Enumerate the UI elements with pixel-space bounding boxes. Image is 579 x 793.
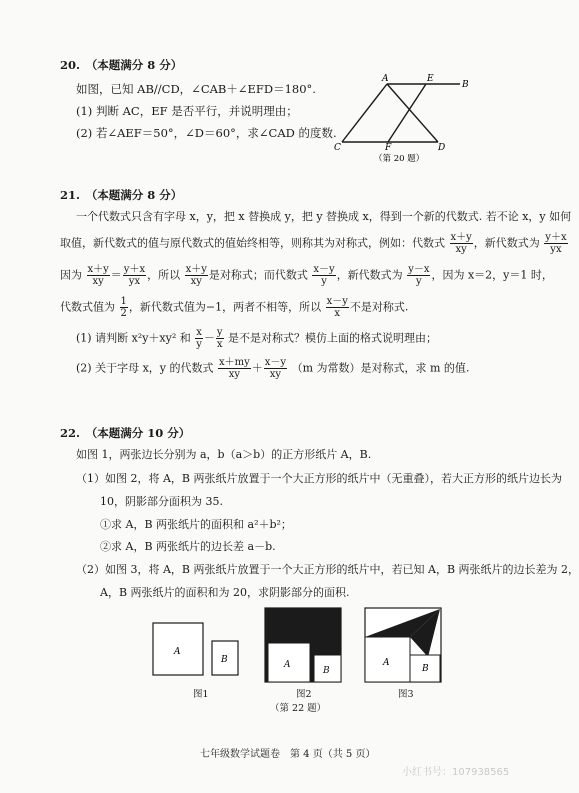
frac-xpy-over-xy bbox=[450, 232, 473, 255]
q20-part2: (2) 若∠AEF＝50°，∠D＝60°，求∠CAD 的度数. bbox=[76, 126, 337, 140]
frac-xmy-over-y bbox=[312, 264, 335, 287]
den: xy bbox=[92, 276, 104, 287]
frac-one-half bbox=[120, 296, 128, 319]
fig3-label-b: B bbox=[422, 664, 429, 674]
q21-p2a: (2) 关于字母 x，y 的代数式 bbox=[76, 361, 214, 375]
q20-part1: (1) 判断 AC，EF 是否平行，并说明理由； bbox=[76, 104, 298, 118]
q21-part2 bbox=[76, 357, 469, 380]
num: 1 bbox=[120, 296, 127, 307]
q21-line4 bbox=[60, 296, 408, 319]
q21-line3 bbox=[60, 264, 553, 287]
num: x＋y bbox=[185, 264, 207, 275]
num: y＋x bbox=[545, 232, 567, 243]
q22-part1-d: ②求 A，B 两张纸片的边长差 a－b. bbox=[100, 540, 276, 553]
q21-line1: 一个代数式只含有字母 x，y，把 x 替换成 y，把 y 替换成 x，得到一个新的代数式. 若不论 x，y 如何 bbox=[76, 210, 572, 223]
num: x＋y bbox=[87, 264, 109, 275]
fig3-caption: 图3 bbox=[398, 689, 414, 700]
den: xy bbox=[228, 369, 241, 380]
num: x－y bbox=[313, 264, 335, 275]
den: yx bbox=[550, 244, 562, 255]
q21-line2 bbox=[60, 232, 569, 255]
q20-label-c: C bbox=[334, 143, 341, 153]
q21-l4c: 不是对称式. bbox=[349, 300, 409, 314]
den: 2 bbox=[120, 308, 127, 319]
q22-part1-a: （1）如图 2，将 A，B 两张纸片放置于一个大正方形的纸片中（无重叠），若大正方形的纸片边长为 bbox=[76, 472, 563, 485]
q20-label-d: D bbox=[438, 143, 446, 153]
frac-y-over-x bbox=[216, 327, 224, 350]
frac-xplusmy-over-xy bbox=[218, 357, 251, 380]
q21-l3c: 是对称式；而代数式 bbox=[208, 268, 308, 282]
q21-l3e: ，因为 x＝2，y＝1 时， bbox=[431, 268, 553, 282]
q22-header: 22. （本题满分 10 分） bbox=[60, 426, 191, 440]
num: x－y bbox=[264, 357, 287, 368]
q22-part1-c: ①求 A，B 两张纸片的面积和 a²＋b²； bbox=[100, 518, 292, 531]
q20-label-b: B bbox=[462, 80, 469, 90]
q21-p2b: （m 为常数）是对称式，求 m 的值. bbox=[291, 361, 470, 375]
q22-figure2 bbox=[264, 607, 344, 685]
page-footer: 七年级数学试题卷 第 4 页（共 5 页） bbox=[200, 749, 376, 760]
q22-figure1 bbox=[152, 622, 247, 684]
q21-line2-text: 取值，新代数式的值与原代数式的值始终相等，则称其为对称式，例如：代数式 bbox=[60, 236, 445, 250]
frac-xpy-over-xy bbox=[87, 264, 110, 287]
q22-part2-b: A，B 两张纸片的面积和为 20，求阴影部分的面积. bbox=[100, 586, 350, 599]
q20-header: 20. （本题满分 8 分） bbox=[60, 58, 183, 72]
den: y bbox=[196, 339, 202, 350]
frac-xpy-over-xy bbox=[185, 264, 208, 287]
q22-intro: 如图 1，两张边长分别为 a，b（a＞b）的正方形纸片 A，B. bbox=[76, 448, 372, 461]
num: x－y bbox=[326, 296, 348, 307]
q21-line2-text2: ，新代数式为 bbox=[473, 236, 540, 250]
frac-xmy-over-xy bbox=[264, 357, 287, 380]
q20-caption: （第 20 题） bbox=[374, 154, 425, 164]
den: x bbox=[334, 308, 341, 319]
q21-l4b: ，新代数式值为−1，两者不相等，所以 bbox=[128, 300, 322, 314]
q22-caption: （第 22 题） bbox=[270, 703, 327, 714]
frac-ypx-over-yx bbox=[123, 264, 146, 287]
q20-figure bbox=[330, 72, 480, 167]
minus: － bbox=[203, 331, 215, 345]
frac-x-over-y bbox=[195, 327, 203, 350]
frac-ypx-over-yx bbox=[544, 232, 567, 255]
den: y bbox=[416, 276, 422, 287]
q22-part1-b: 10，阴影部分面积为 35. bbox=[100, 495, 223, 508]
q21-p1b: 是不是对称式？模仿上面的格式说明理由； bbox=[228, 331, 438, 345]
q22-part2-a: （2）如图 3，将 A，B 两张纸片放置于一个大正方形的纸片中，若已知 A，B 两张纸片的边长差为 2， bbox=[76, 563, 579, 576]
num: x bbox=[196, 327, 202, 338]
q20-intro: 如图，已知 AB∕∕CD，∠CAB＋∠EFD＝180°. bbox=[76, 82, 316, 96]
fig2-caption: 图2 bbox=[296, 689, 312, 700]
fig1-label-b: B bbox=[221, 655, 228, 665]
q20-label-e: E bbox=[427, 74, 434, 84]
num: y－x bbox=[408, 264, 430, 275]
q21-p1a: (1) 请判断 x²y＋xy² 和 bbox=[76, 331, 191, 345]
q21-l3d: ，新代数式为 bbox=[336, 268, 403, 282]
frac-ymx-over-y bbox=[407, 264, 430, 287]
frac-xmy-over-x bbox=[326, 296, 349, 319]
den: xy bbox=[269, 369, 282, 380]
plus: ＋ bbox=[251, 361, 263, 375]
fig2-label-a: A bbox=[284, 660, 291, 670]
num: y＋x bbox=[123, 264, 146, 275]
num: y bbox=[216, 327, 223, 338]
fig1-label-a: A bbox=[174, 647, 181, 657]
den: xy bbox=[455, 244, 467, 255]
q21-l3a: 因为 bbox=[60, 268, 82, 282]
num: x＋my bbox=[219, 357, 250, 368]
den: xy bbox=[190, 276, 202, 287]
q21-l4a: 代数式值为 bbox=[60, 300, 115, 314]
q21-header: 21. （本题满分 8 分） bbox=[60, 188, 183, 202]
den: y bbox=[321, 276, 327, 287]
fig3-label-a: A bbox=[383, 658, 390, 668]
q21-l3b: ，所以 bbox=[147, 268, 181, 282]
den: yx bbox=[128, 276, 141, 287]
eq: ＝ bbox=[110, 268, 122, 282]
fig2-label-b: B bbox=[323, 666, 330, 676]
fig1-caption: 图1 bbox=[193, 689, 209, 700]
q20-label-f: F bbox=[385, 143, 392, 153]
q21-part1 bbox=[76, 327, 437, 350]
den: x bbox=[216, 339, 223, 350]
q20-label-a: A bbox=[382, 74, 389, 84]
watermark: 小红书号：107938565 bbox=[402, 767, 510, 778]
q22-figure3 bbox=[364, 607, 444, 685]
num: x＋y bbox=[450, 232, 472, 243]
